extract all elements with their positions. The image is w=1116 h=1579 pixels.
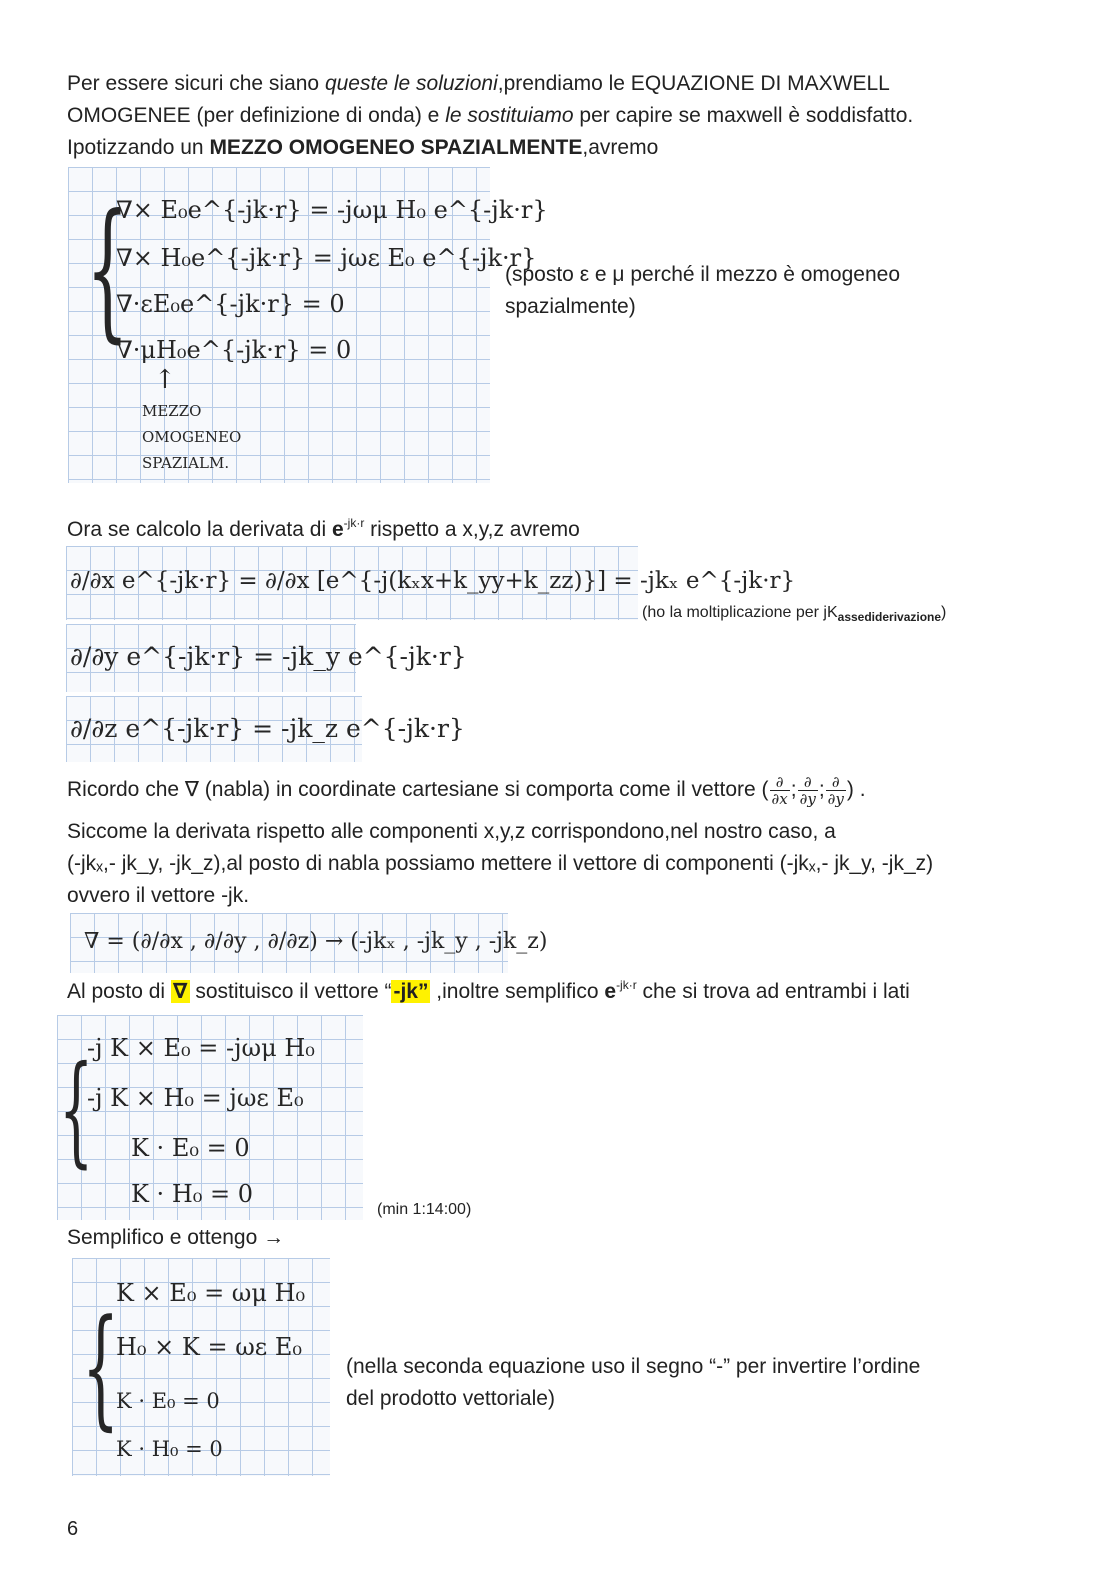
since-line-2: (-jkₓ,- jk_y, -jk_z),al posto di nabla possiamo mettere il vettore di componenti (-jkₓ,- jk_y, -jk_z) bbox=[67, 852, 934, 875]
fig4-eq-1: -j K × E₀ = -jωμ H₀ bbox=[87, 1034, 315, 1062]
fig3-eq: ∇ = (∂/∂x , ∂/∂y , ∂/∂z) → (-jkₓ , -jk_y , -jk_z) bbox=[84, 929, 548, 954]
fig1-eq-4: ∇·μH₀e^{-jk·r} = 0 bbox=[116, 336, 352, 364]
equation-brace: { bbox=[59, 1041, 94, 1180]
since-line-1: Siccome la derivata rispetto alle componenti x,y,z corrispondono,nel nostro caso, a bbox=[67, 820, 836, 843]
simplify-line: Semplifico e ottengo → bbox=[67, 1226, 285, 1249]
fig1-note-1: MEZZO bbox=[142, 402, 202, 420]
fig2-eq-x: ∂/∂x e^{-jk·r} = ∂/∂x [e^{-j(kₓx+k_yy+k_zz)}] = -jkₓ e^{-jk·r} bbox=[70, 568, 796, 594]
since-line-3: ovvero il vettore -jk. bbox=[67, 884, 250, 907]
substitution-sentence: Al posto di ∇ sostituisco il vettore “-jk” ,inoltre semplifico $e^{-jk\cdot r}$ che si trova ad entrambi i lati bbox=[67, 978, 910, 1003]
handwritten-substituted-system bbox=[57, 1015, 363, 1220]
equation-brace: { bbox=[86, 183, 129, 357]
fig5-eq-2: H₀ × K = ωε E₀ bbox=[116, 1333, 302, 1361]
fig4-eq-4: K · H₀ = 0 bbox=[131, 1180, 254, 1208]
page-number: 6 bbox=[67, 1518, 79, 1540]
side-note-3-line-1: (nella seconda equazione uso il segno “-” per invertire l’ordine bbox=[346, 1355, 921, 1378]
fig5-eq-4: K · H₀ = 0 bbox=[116, 1437, 223, 1461]
fig5-eq-1: K × E₀ = ωμ H₀ bbox=[116, 1279, 306, 1307]
fig4-eq-3: K · E₀ = 0 bbox=[131, 1134, 250, 1162]
side-note-3-line-2: del prodotto vettoriale) bbox=[346, 1387, 555, 1410]
side-note-2: (ho la moltiplicazione per $jK_{assediderivazione}$) bbox=[642, 604, 947, 624]
derivative-intro: Ora se calcolo la derivata di $e^{-jk\cdot r}$ rispetto a x,y,z avremo bbox=[67, 516, 580, 541]
up-arrow-icon: ↑ bbox=[154, 365, 176, 395]
intro-line-2: OMOGENEE (per definizione di onda) e le sostituiamo per capire se maxwell è soddisfatto. bbox=[67, 104, 914, 127]
intro-line-1: Per essere sicuri che siano queste le soluzioni,prendiamo le EQUAZIONE DI MAXWELL bbox=[67, 72, 890, 95]
intro-line-3: Ipotizzando un MEZZO OMOGENEO SPAZIALMENTE,avremo bbox=[67, 136, 659, 159]
handwritten-nabla-substitution bbox=[70, 913, 548, 973]
fig1-note-3: SPAZIALM. bbox=[142, 454, 230, 472]
equation-brace: { bbox=[82, 1291, 120, 1443]
side-note-1-line-2: spazialmente) bbox=[505, 295, 636, 318]
nabla-sentence: Ricordo che ∇ (nabla) in coordinate cartesiane si comporta come il vettore ( $\frac{\partial}{\partial x}$ ; $\frac{\partial}{\partial y}$ ; $\frac{\partial}{\partial y}$ ) . bbox=[67, 772, 866, 808]
fig1-note-2: OMOGENEO bbox=[142, 428, 242, 446]
fig1-eq-3: ∇·εE₀e^{-jk·r} = 0 bbox=[116, 290, 345, 318]
handwritten-simplified-system bbox=[72, 1258, 330, 1476]
fig1-eq-1: ∇× E₀e^{-jk·r} = -jωμ H₀ e^{-jk·r} bbox=[116, 196, 548, 224]
handwritten-derivative-z bbox=[66, 696, 465, 762]
handwritten-maxwell-equations bbox=[68, 167, 548, 483]
handwritten-derivative-x bbox=[66, 546, 796, 620]
fig2-eq-y: ∂/∂y e^{-jk·r} = -jk_y e^{-jk·r} bbox=[70, 642, 467, 671]
timestamp-note: (min 1:14:00) bbox=[377, 1201, 472, 1218]
fig5-eq-3: K · E₀ = 0 bbox=[116, 1389, 220, 1413]
fig4-eq-2: -j K × H₀ = jωε E₀ bbox=[87, 1084, 304, 1112]
side-note-1-line-1: (sposto ε e μ perché il mezzo è omogeneo bbox=[505, 263, 901, 286]
handwritten-derivative-y bbox=[66, 624, 467, 692]
fig1-eq-2: ∇× H₀e^{-jk·r} = jωε E₀ e^{-jk·r} bbox=[116, 244, 537, 272]
fig2-eq-z: ∂/∂z e^{-jk·r} = -jk_z e^{-jk·r} bbox=[70, 714, 465, 743]
